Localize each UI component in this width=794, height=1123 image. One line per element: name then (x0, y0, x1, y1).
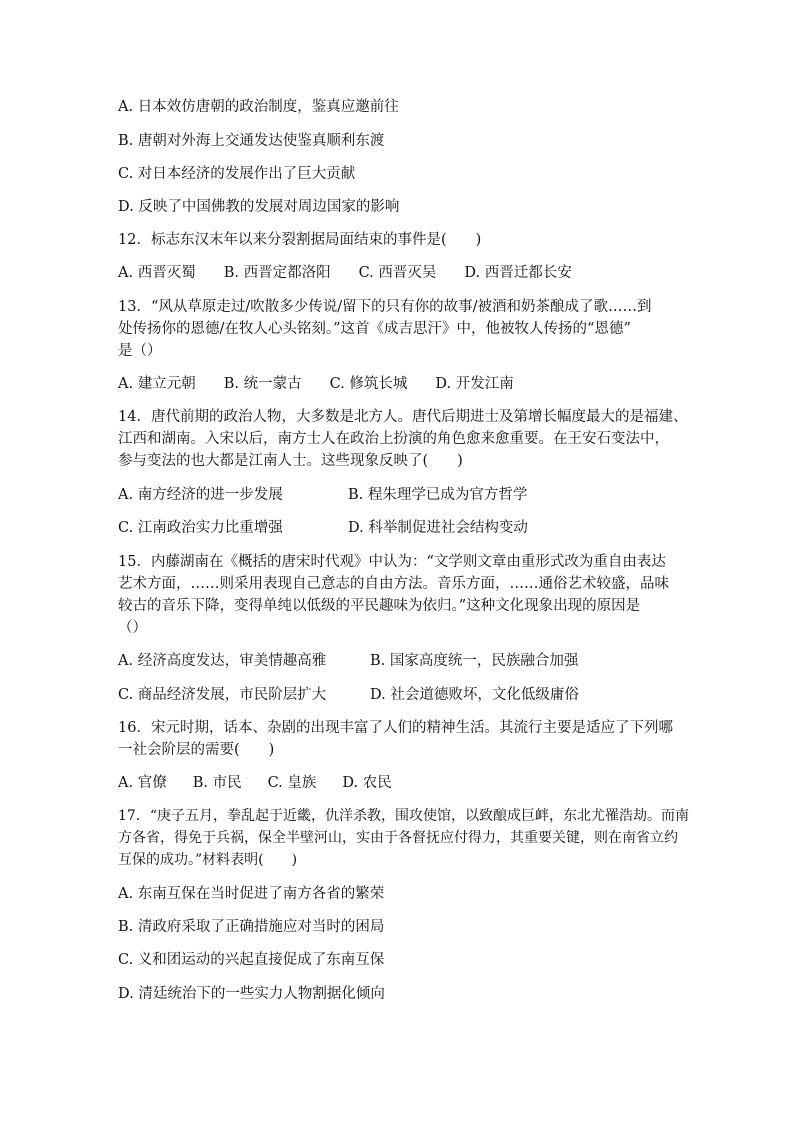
q15-stem-line-1: 15．内藤湖南在《概括的唐宋时代观》中认为：“文学则文章由重形式改为重自由表达 (118, 554, 666, 570)
q16-option-a[interactable]: A. 官僚 (118, 775, 167, 791)
q14-stem-line-3: 参与变法的也大都是江南人士。这些现象反映了( ) (118, 453, 463, 469)
q13-options (118, 373, 683, 395)
q17-option-c[interactable]: C. 义和团运动的兴起直接促成了东南互保 (118, 952, 385, 968)
q13-stem-line-3: 是（） (118, 343, 162, 359)
q16-option-d[interactable]: D. 农民 (342, 775, 392, 791)
q13-option-b[interactable]: B. 统一蒙古 (223, 376, 302, 392)
q16-stem-line-1: 16．宋元时期，话本、杂剧的出现丰富了人们的精神生活。其流行主要是适应了下列哪 (118, 720, 673, 736)
q13-stem-line-1: 13．“风从草原走过/吹散多少传说/留下的只有你的故事/被酒和奶茶酿成了歌……到 (118, 299, 652, 315)
q14-stem-line-1: 14．唐代前期的政治人物，大多数是北方人。唐代后期进士及第增长幅度最大的是福建、 (118, 409, 688, 425)
q15-option-c[interactable]: C. 商品经济发展，市民阶层扩大 (118, 687, 327, 703)
q11-option-c[interactable]: C. 对日本经济的发展作出了巨大贡献 (118, 166, 356, 182)
q17-option-b[interactable]: B. 清政府采取了正确措施应对当时的困局 (118, 919, 385, 935)
q15-stem-line-4: （） (118, 620, 147, 636)
q16-option-c[interactable]: C. 皇族 (267, 775, 317, 791)
q14-options-row-2 (118, 517, 683, 539)
q11-option-a[interactable]: A. 日本效仿唐朝的政治制度，鉴真应邀前往 (118, 99, 399, 115)
q15-option-d[interactable]: D. 社会道德败坏，文化低级庸俗 (370, 687, 579, 703)
q16-option-b[interactable]: B. 市民 (192, 775, 242, 791)
q15-option-b[interactable]: B. 国家高度统一，民族融合加强 (370, 653, 579, 669)
q11-option-b[interactable]: B. 唐朝对外海上交通发达使鉴真顺利东渡 (118, 133, 385, 149)
q13-stem-line-2: 处传扬你的恩德/在牧人心头铭刻。”这首《成吉思汗》中，他被牧人传扬的“恩德” (118, 321, 631, 337)
q13-option-a[interactable]: A. 建立元朝 (118, 376, 196, 392)
q12-stem: 12．标志东汉末年以来分裂割据局面结束的事件是( ) (118, 232, 482, 248)
q17-stem-line-1: 17．“庚子五月，拳乱起于近畿，仇洋杀教，围攻使馆，以致酿成巨衅，东北尤罹浩劫。而南 (118, 808, 689, 824)
q12-options (118, 262, 683, 284)
q12-option-c[interactable]: C. 西晋灭吴 (358, 265, 437, 281)
q12-option-d[interactable]: D. 西晋迁都长安 (464, 265, 572, 281)
q17-option-a[interactable]: A. 东南互保在当时促进了南方各省的繁荣 (118, 886, 385, 902)
q16-stem-line-2: 一社会阶层的需要( ) (118, 742, 275, 758)
q15-options-row-2 (118, 684, 683, 706)
q14-option-a[interactable]: A. 南方经济的进一步发展 (118, 487, 283, 503)
q15-option-a[interactable]: A. 经济高度发达，审美情趣高雅 (118, 653, 327, 669)
q16-options (118, 772, 683, 794)
q12-option-b[interactable]: B. 西晋定都洛阳 (223, 265, 331, 281)
q15-stem-line-3: 较古的音乐下降，变得单纯以低级的平民趣味为依归。”这种文化现象出现的原因是 (118, 598, 641, 614)
q13-option-d[interactable]: D. 开发江南 (435, 376, 514, 392)
q15-options-row-1 (118, 650, 683, 672)
q14-option-c[interactable]: C. 江南政治实力比重增强 (118, 520, 283, 536)
q14-option-b[interactable]: B. 程朱理学已成为官方哲学 (348, 487, 528, 503)
q17-stem-line-3: 互保的成功。”材料表明( ) (118, 852, 298, 868)
q17-option-d[interactable]: D. 清廷统治下的一些实力人物割据化倾向 (118, 986, 385, 1002)
q12-option-a[interactable]: A. 西晋灭蜀 (118, 265, 196, 281)
q17-stem-line-2: 方各省，得免于兵祸，保全半壁河山，实由于各督抚应付得力，其重要关键，则在南省立约 (118, 830, 678, 846)
q11-option-d[interactable]: D. 反映了中国佛教的发展对周边国家的影响 (118, 199, 400, 215)
q13-option-c[interactable]: C. 修筑长城 (329, 376, 408, 392)
q14-option-d[interactable]: D. 科举制促进社会结构变动 (348, 520, 528, 536)
q15-stem-line-2: 艺术方面，……则采用表现自己意志的自由方法。音乐方面，……通俗艺术较盛，品味 (118, 576, 669, 592)
q14-stem-line-2: 江西和湖南。入宋以后，南方士人在政治上扮演的角色愈来愈重要。在王安石变法中， (118, 431, 669, 447)
q14-options-row-1 (118, 484, 683, 506)
